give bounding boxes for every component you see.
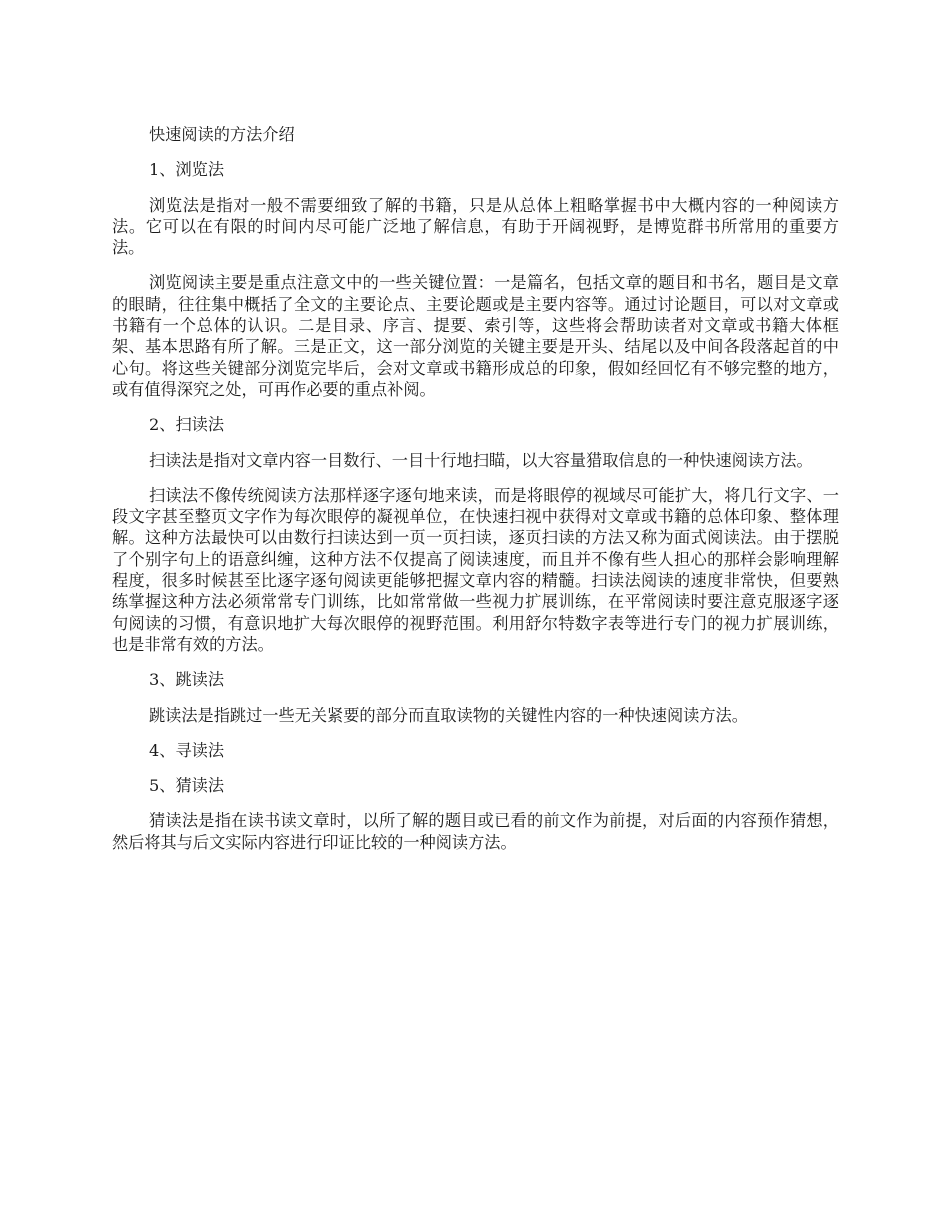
section-paragraph: 猜读法是指在读书读文章时，以所了解的题目或已看的前文作为前提，对后面的内容预作猜想，然后将其与后文实际内容进行印证比较的一种阅读方法。 [112,811,839,852]
section-heading-guess: 5、猜读法 [149,776,225,796]
section-heading-scan: 2、扫读法 [149,415,225,435]
section-heading-skip: 3、跳读法 [149,670,225,690]
section-paragraph: 浏览阅读主要是重点注意文中的一些关键位置：一是篇名，包括文章的题目和书名，题目是文章的眼睛，往往集中概括了全文的主要论点、主要论题或是主要内容等。通过讨论题目，可以对文章或书籍有一个总体的认识。二是目录、序言、提要、索引等，这些将会帮助读者对文章或书籍大体框架、基本思路有所了解。三是正文，这一部分浏览的关键主要是开头、结尾以及中间各段落起首的中心句。将这些关键部分浏览完毕后，会对文章或书籍形成总的印象，假如经回忆有不够完整的地方，或有值得深究之处，可再作必要的重点补阅。 [112,273,839,399]
section-heading-browse: 1、浏览法 [149,160,225,180]
section-paragraph: 扫读法不像传统阅读方法那样逐字逐句地来读，而是将眼停的视域尽可能扩大，将几行文字、一段文字甚至整页文字作为每次眼停的凝视单位，在快速扫视中获得对文章或书籍的总体印象、整体理解。这种方法最快可以由数行扫读达到一页一页扫读，逐页扫读的方法又称为面式阅读法。由于摆脱了个别字句上的语意纠缠，这种方法不仅提高了阅读速度，而且并不像有些人担心的那样会影响理解程度，很多时候甚至比逐字逐句阅读更能够把握文章内容的精髓。扫读法阅读的速度非常快，但要熟练掌握这种方法必须常常专门训练，比如常常做一些视力扩展训练，在平常阅读时要注意克服逐字逐句阅读的习惯，有意识地扩大每次眼停的视野范围。利用舒尔特数字表等进行专门的视力扩展训练，也是非常有效的方法。 [112,485,839,654]
section-paragraph: 扫读法是指对文章内容一目数行、一目十行地扫瞄，以大容量猎取信息的一种快速阅读方法。 [149,450,813,470]
document-title: 快速阅读的方法介绍 [149,125,295,144]
section-heading-search: 4、寻读法 [149,740,225,760]
section-paragraph: 跳读法是指跳过一些无关紧要的部分而直取读物的关键性内容的一种快速阅读方法。 [149,705,748,725]
section-paragraph: 浏览法是指对一般不需要细致了解的书籍，只是从总体上粗略掌握书中大概内容的一种阅读方法。它可以在有限的时间内尽可能广泛地了解信息，有助于开阔视野，是博览群书所常用的重要方法。 [112,195,839,258]
document-body [112,124,839,867]
